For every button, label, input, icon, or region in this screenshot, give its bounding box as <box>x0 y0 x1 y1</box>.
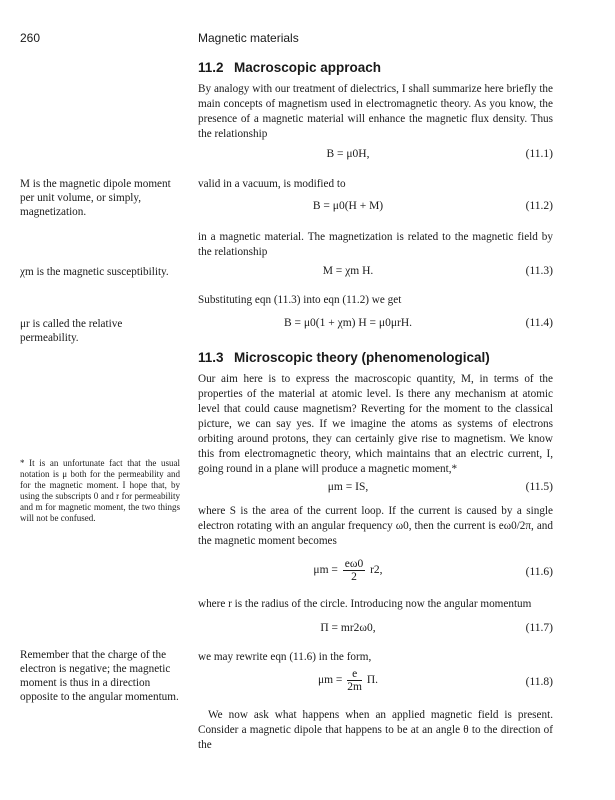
equation-number: (11.6) <box>525 566 553 578</box>
fraction <box>343 558 365 583</box>
page-number: 260 <box>20 31 41 45</box>
equation-rhs: Π. <box>366 674 379 687</box>
fraction-denominator: 2 <box>351 571 357 583</box>
fraction-numerator: eω0 <box>344 558 364 570</box>
equation-number: (11.1) <box>525 148 553 160</box>
equation-number: (11.7) <box>525 622 553 634</box>
equation-body: μm = IS, <box>327 481 369 493</box>
equation-11-8 <box>198 668 553 702</box>
paragraph: By analogy with our treatment of dielectrics, I shall summarize here briefly the main concepts of magnetism used in electromagnetic theory. As you know, the presence of a magnetic material will enhance the magnetic flux density. Thus the relationship <box>198 83 553 140</box>
equation-body <box>198 668 498 693</box>
equation-number: (11.5) <box>525 481 553 493</box>
section-number: 11.3 <box>198 350 224 365</box>
footnote: * It is an unfortunate fact that the usual notation is μ both for the permeability and for the magnetic moment. I hope that, by using the subscripts 0 and r for permeability and m for magnetic moment, the two things will not be confused. <box>20 458 180 523</box>
margin-note-magnetization: M is the magnetic dipole moment per unit volume, or simply, magnetization. <box>20 178 171 218</box>
margin-note-electron-charge: Remember that the charge of the electron is negative; the magnetic moment is thus in a direction opposite to the angular momentum. <box>20 649 179 703</box>
section-number: 11.2 <box>198 60 224 75</box>
equation-number: (11.8) <box>525 676 553 688</box>
section-title: Microscopic theory (phenomenological) <box>234 350 490 365</box>
equation-body: B = μ0(1 + χm) H = μ0μrH. <box>283 317 413 329</box>
equation-body: B = μ0H, <box>326 148 370 160</box>
paragraph: Our aim here is to express the macroscopic quantity, M, in terms of the properties of the material at atomic level. Is there any mechanism at atomic level that could cause magnetism? Reverting for the moment to the classical picture, we can say yes. If we imagine the atoms as systems of electrons orbiting around protons, they can certainly give rise to magnetism. We know this from electromagnetic theory, which maintains that an electric current, I, going round in a plane will produce a magnetic moment,* <box>198 373 553 475</box>
equation-body: Π = mr2ω0, <box>320 622 376 634</box>
equation-number: (11.4) <box>525 317 553 329</box>
equation-body <box>198 558 498 583</box>
paragraph: We now ask what happens when an applied magnetic field is present. Consider a magnetic dipole that happens to be at an angle θ to the direction of the <box>198 709 553 751</box>
fraction-denominator: 2m <box>347 681 362 693</box>
paragraph: Substituting eqn (11.3) into eqn (11.2) we get <box>198 294 402 306</box>
paragraph: where S is the area of the current loop. If the current is caused by a single electron rotating with an angular frequency ω0, then the current is eω0/2π, and the magnetic moment becomes <box>198 505 553 547</box>
equation-rhs: r2, <box>370 564 383 577</box>
paragraph: where r is the radius of the circle. Introducing now the angular momentum <box>198 598 532 610</box>
equation-number: (11.2) <box>525 200 553 212</box>
paragraph: valid in a vacuum, is modified to <box>198 178 346 190</box>
equation-body: B = μ0(H + M) <box>312 200 384 212</box>
equation-lhs: μm = <box>317 674 343 687</box>
section-heading-11-2 <box>198 60 381 75</box>
equation-11-6 <box>198 558 553 592</box>
paragraph: we may rewrite eqn (11.6) in the form, <box>198 651 372 663</box>
fraction <box>347 668 362 693</box>
fraction-numerator: e <box>347 668 362 681</box>
paragraph: in a magnetic material. The magnetization is related to the magnetic field by the relationship <box>198 231 553 258</box>
section-heading-11-3 <box>198 350 490 365</box>
margin-note-relative-permeability: μr is called the relative permeability. <box>20 318 123 344</box>
section-title: Macroscopic approach <box>234 60 382 75</box>
margin-note-susceptibility: χm is the magnetic susceptibility. <box>20 266 169 278</box>
running-title: Magnetic materials <box>198 31 299 45</box>
equation-body: M = χm H. <box>322 265 374 277</box>
equation-number: (11.3) <box>525 265 553 277</box>
equation-lhs: μm = <box>313 564 338 577</box>
